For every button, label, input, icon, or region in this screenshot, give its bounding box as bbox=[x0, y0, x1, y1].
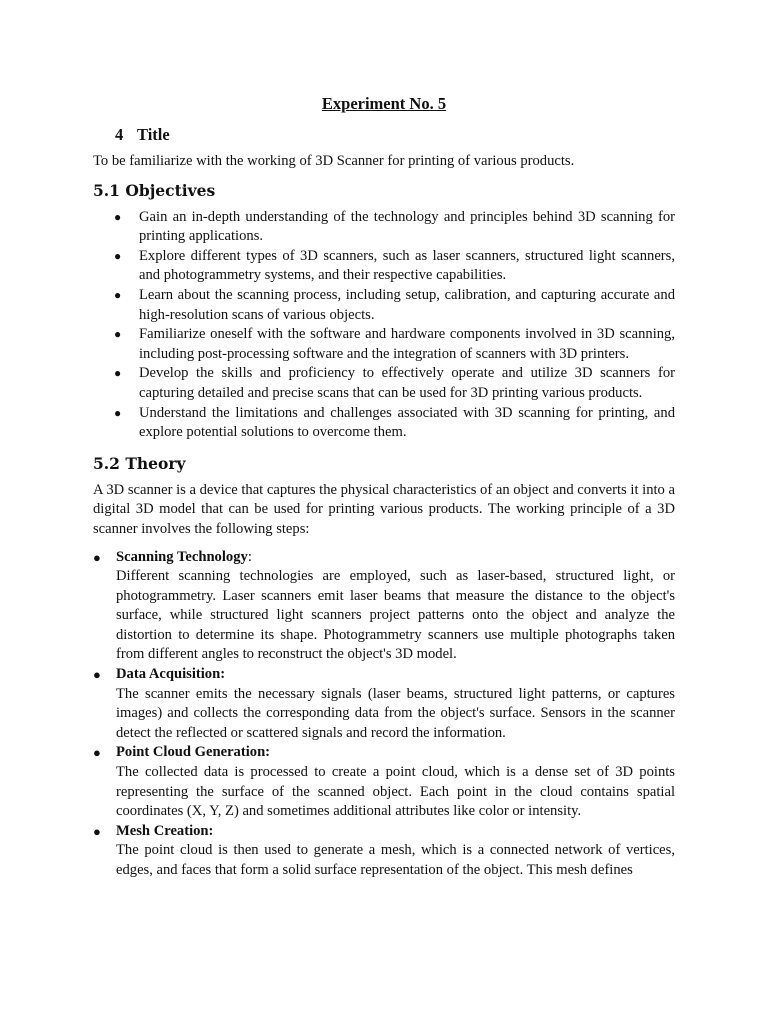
bullet-icon: ● bbox=[93, 549, 101, 565]
objective-item: ● Familiarize oneself with the software and hardware components involved in 3D scanning, including post-processing software and the integration of scanners with 3D printers. bbox=[114, 326, 675, 362]
bullet-icon: ● bbox=[114, 327, 122, 342]
theory-item-body: Different scanning technologies are employed, such as laser-based, structured light, or photogrammetry. Laser scanners emit laser beams that measure the distance to the object's surface, while structured light scanners project patterns onto the object and analyze the distortion to determine its shape. Photogrammetry scanners use multiple photographs taken from different angles to reconstruct the object's 3D model. bbox=[116, 568, 675, 663]
theory-item-body: The collected data is processed to create a point cloud, which is a dense set of 3D points representing the surface of the scanned object. Each point in the cloud contains spatial coordinates (X, Y, Z) and sometimes additional attributes like color or intensity. bbox=[116, 764, 675, 820]
title-heading bbox=[93, 124, 675, 146]
theory-item-title: Scanning Technology bbox=[116, 548, 248, 565]
theory-item-body: The point cloud is then used to generate a mesh, which is a connected network of vertices, edges, and faces that form a solid surface representation of the object. This mesh defines bbox=[116, 842, 675, 878]
bullet-icon: ● bbox=[93, 745, 101, 761]
bullet-icon: ● bbox=[93, 667, 101, 683]
experiment-title: Experiment No. 5 bbox=[321, 94, 447, 113]
theory-intro: A 3D scanner is a device that captures the physical characteristics of an object and converts it into a digital 3D model that can be used for printing various products. The working principle of a 3D scanner involves the following steps: bbox=[93, 481, 675, 537]
theory-item-title: Point Cloud Generation: bbox=[116, 744, 271, 761]
theory-item-body: The scanner emits the necessary signals (laser beams, structured light patterns, or captures images) and collects the corresponding data from the object's surface. Sensors in the scanner detect the reflected or scattered signals and record the information. bbox=[116, 685, 675, 741]
objective-item: ● Gain an in-depth understanding of the technology and principles behind 3D scanning for printing applications. bbox=[114, 208, 675, 245]
theory-item-title: Data Acquisition: bbox=[116, 666, 226, 683]
theory-item-title: Mesh Creation: bbox=[116, 822, 214, 839]
title-heading-number: 4 bbox=[115, 125, 124, 144]
bullet-icon: ● bbox=[114, 209, 122, 224]
bullet-icon: ● bbox=[114, 405, 122, 420]
theory-item-suffix: : bbox=[247, 548, 252, 565]
document-page bbox=[93, 92, 675, 881]
theory-item bbox=[93, 665, 675, 743]
theory-item bbox=[93, 548, 675, 666]
objective-item: ● Develop the skills and proficiency to effectively operate and utilize 3D scanners for capturing detailed and precise scans that can be used for 3D printing various products. bbox=[114, 365, 675, 401]
theory-heading: 5.2 Theory bbox=[93, 453, 186, 473]
bullet-icon: ● bbox=[114, 248, 122, 263]
objective-item: ● Learn about the scanning process, including setup, calibration, and capturing accurate and high-resolution scans of various objects. bbox=[114, 286, 675, 323]
bullet-icon: ● bbox=[114, 366, 122, 381]
title-heading-label: Title bbox=[137, 125, 170, 144]
theory-item bbox=[93, 743, 675, 821]
objectives-heading: 5.1 Objectives bbox=[93, 180, 216, 200]
bullet-icon: ● bbox=[93, 823, 101, 839]
objective-item: ● Understand the limitations and challenges associated with 3D scanning for printing, and explore potential solutions to overcome them. bbox=[114, 404, 675, 441]
title-text: To be familiarize with the working of 3D Scanner for printing of various products. bbox=[93, 153, 575, 169]
theory-item bbox=[93, 822, 675, 881]
objectives-list bbox=[93, 208, 675, 443]
theory-list bbox=[93, 548, 675, 881]
objective-item: ● Explore different types of 3D scanners, such as laser scanners, structured light scanners, and photogrammetry systems, and their respective capabilities. bbox=[114, 247, 675, 284]
bullet-icon: ● bbox=[114, 287, 122, 302]
